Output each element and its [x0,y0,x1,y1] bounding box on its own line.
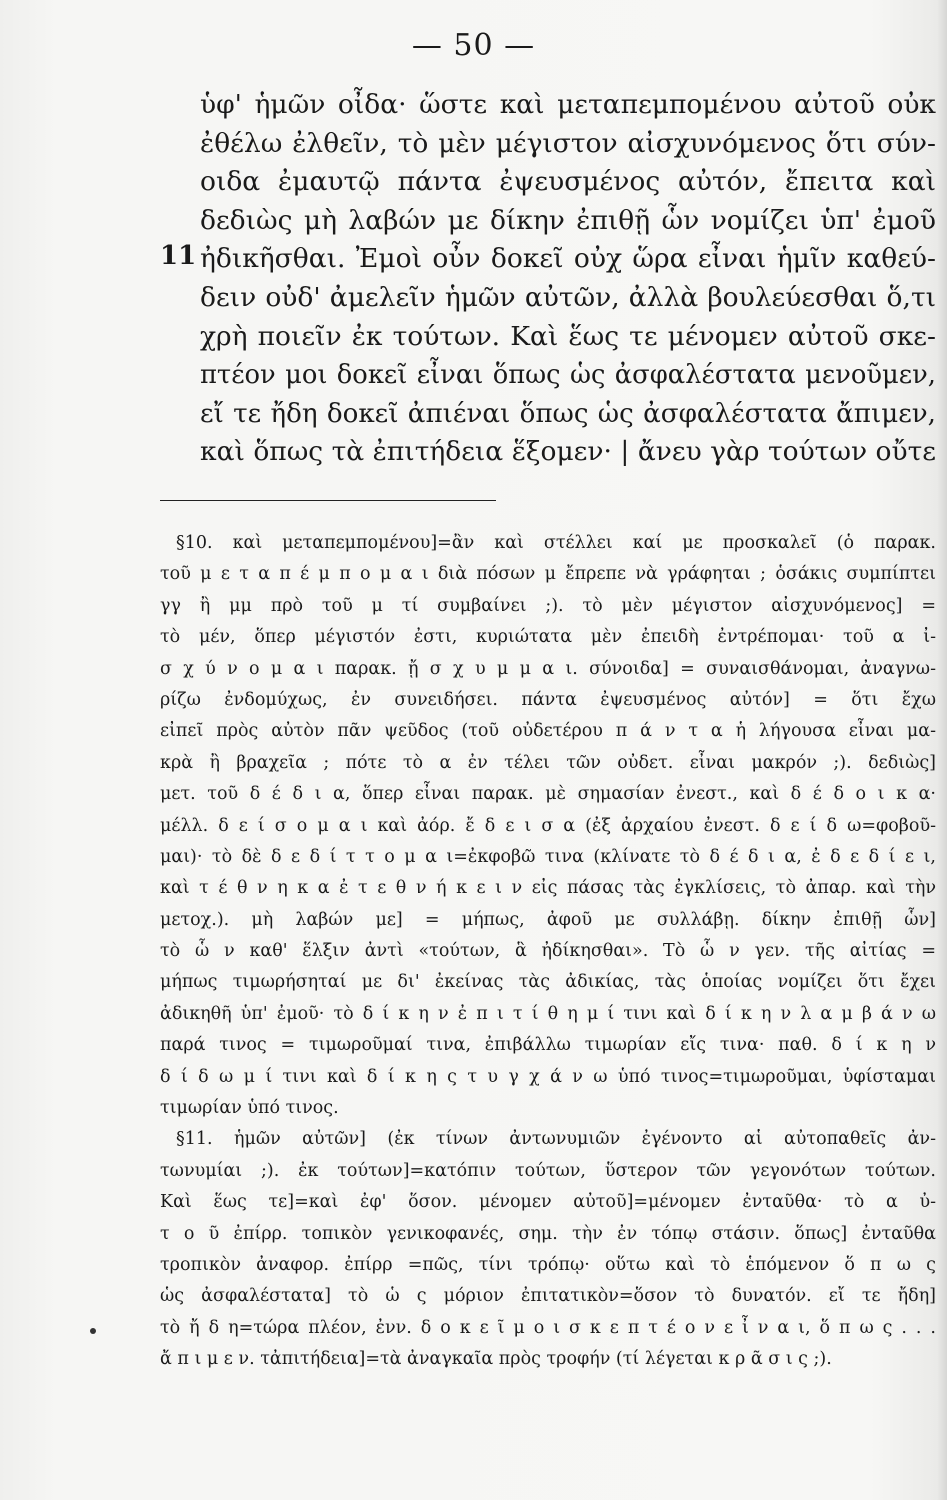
commentary-line: τὸ ὧ ν καθ' ἕλξιν ἀντὶ «τούτων, ἃ ἠδίκησθαι». Τὸ ὧ ν γεν. τῆς αἰτίας = [160,941,936,962]
commentary-line: σ χ ύ ν ο μ α ι παρακ. ᾔ σ χ υ μ μ α ι. σύνοιδα] = συναισθάνομαι, ἀναγνω- [160,658,936,679]
commentary-line: τιμωρίαν ὑπό τινος. [160,1098,339,1119]
commentary-line: κρὰ ἢ βραχεῖα ; πότε τὸ α ἐν τέλει τῶν οὐδετ. εἶναι μακρόν ;). δεδιὼς] [160,752,936,773]
commentary-line: τὸ ἤ δ η=τώρα πλέον, ἐνν. δ ο κ ε ῖ μ ο ι σ κ ε π τ έ ο ν ε ἶ ν α ι, ὅ π ω ς . . . [160,1317,936,1338]
commentary-line: τοῦ μ ε τ α π έ μ π ο μ α ι διὰ πόσων μ ἔπρεπε νὰ γράφηται ; ὁσάκις συμπίπτει [160,564,936,585]
commentary-line: μήπως τιμωρήσηταί με δι' ἐκείνας τὰς ἀδικίας, τὰς ὁποίας νομίζει ὅτι ἔχει [160,972,936,993]
commentary-notes [160,528,936,1376]
commentary-line: μετοχ.). μὴ λαβών με] = μήπως, ἀφοῦ με συλλάβῃ. δίκην ἐπιθῇ ὧν] [160,909,936,930]
main-text-line: ὑφ' ἡμῶν οἶδα· ὥστε καὶ μεταπεμπομένου αὐτοῦ οὐκ [200,89,936,120]
commentary-line: παρά τινος = τιμωροῦμαί τινα, ἐπιβάλλω τιμωρίαν εἴς τινα· παθ. δ ί κ η ν [160,1035,936,1056]
commentary-line: §11. ἡμῶν αὐτῶν] (ἐκ τίνων ἀντωνυμιῶν ἐγένοντο αἱ αὐτοπαθεῖς ἀν- [176,1129,936,1150]
main-text-line: ἠδικῆσθαι. Ἐμοὶ οὖν δοκεῖ οὐχ ὥρα εἶναι ἡμῖν καθεύ- [200,243,936,275]
main-text-line: δειν οὐδ' ἀμελεῖν ἡμῶν αὐτῶν, ἀλλὰ βουλεύεσθαι ὅ,τι [200,281,936,313]
commentary-line: ἄ π ι μ ε ν. τἀπιτήδεια]=τὰ ἀναγκαῖα πρὸς τροφήν (τί λέγεται κ ρ ᾶ σ ι ς ;). [160,1349,832,1370]
main-text [200,86,936,472]
page-edge-shadow [937,0,947,1500]
section-margin-number: 11 [160,241,197,271]
main-text-line: εἴ τε ἤδη δοκεῖ ἀπιέναι ὅπως ὡς ἀσφαλέστατα ἄπιμεν, [200,398,936,429]
commentary-line: §10. καὶ μεταπεμπομένου]=ἂν καὶ στέλλει καί με προσκαλεῖ (ὁ παρακ. [176,533,936,553]
commentary-line: τροπικὸν ἀναφορ. ἐπίρρ =πῶς, τίνι τρόπῳ· οὕτω καὶ τὸ ἑπόμενον ὅ π ω ς [160,1254,936,1275]
main-text-line: καὶ ὅπως τὰ ἐπιτήδεια ἕξομεν· | ἄνευ γὰρ τούτων οὔτε [200,436,936,468]
page-number: — 50 — [411,28,536,63]
commentary-line: ἀδικηθῆ ὑπ' ἐμοῦ· τὸ δ ί κ η ν ἐ π ι τ ί θ η μ ί τινι καὶ δ ί κ η ν λ α μ β ά ν ω [160,1003,936,1024]
main-text-line: δεδιὼς μὴ λαβών με δίκην ἐπιθῇ ὧν νομίζει ὑπ' ἐμοῦ [200,204,936,236]
commentary-line: μετ. τοῦ δ έ δ ι α, ὅπερ εἶναι παρακ. μὲ σημασίαν ἐνεστ., καὶ δ έ δ ο ι κ α· [160,784,936,805]
commentary-line: καὶ τ έ θ ν η κ α ἐ τ ε θ ν ή κ ε ι ν εἰς πάσας τὰς ἐγκλίσεις, τὸ ἀπαρ. καὶ τὴν [160,878,936,899]
commentary-line: μέλλ. δ ε ί σ ο μ α ι καὶ ἀόρ. ἔ δ ε ι σ α (ἐξ ἀρχαίου ἐνεστ. δ ε ί δ ω=φοβοῦ- [160,815,936,836]
commentary-line: ὡς ἀσφαλέστατα] τὸ ὡ ς μόριον ἐπιτατικὸν=ὅσον τὸ δυνατόν. εἴ τε ἤδη] [160,1286,936,1307]
commentary-line: τωνυμίαι ;). ἐκ τούτων]=κατόπιν τούτων, ὕστερον τῶν γεγονότων τούτων. [160,1160,936,1181]
commentary-line: γγ ἢ μμ πρὸ τοῦ μ τί συμβαίνει ;). τὸ μὲν μέγιστον αἰσχυνόμενος] = [160,595,936,616]
commentary-line: εἰπεῖ πρὸς αὐτὸν πᾶν ψεῦδος (τοῦ οὐδετέρου π ά ν τ α ἡ λήγουσα εἶναι μα- [160,721,936,742]
main-text-line: χρὴ ποιεῖν ἐκ τούτων. Καὶ ἕως τε μένομεν αὐτοῦ σκε- [200,320,936,352]
commentary-line: μαι)· τὸ δὲ δ ε δ ί τ τ ο μ α ι=ἐκφοβῶ τινα (κλίνατε τὸ δ έ δ ι α, ἐ δ ε δ ί ε ι, [160,846,936,867]
commentary-line: ρίζω ἐνδομύχως, ἐν συνειδήσει. πάντα ἐψευσμένος αὐτόν] = ὅτι ἔχω [160,689,936,710]
commentary-line: τὸ μέν, ὅπερ μέγιστόν ἐστι, κυριώτατα μὲν ἐπειδὴ ἐντρέπομαι· τοῦ α ἰ- [160,627,936,648]
commentary-line: δ ί δ ω μ ί τινι καὶ δ ί κ η ς τ υ γ χ ά ν ω ὑπό τινος=τιμωροῦμαι, ὑφίσταμαι [160,1066,936,1087]
footnote-divider [160,500,496,501]
margin-dot [90,1328,96,1334]
main-text-line: πτέον μοι δοκεῖ εἶναι ὅπως ὡς ἀσφαλέστατα μενοῦμεν, [200,360,936,391]
main-text-line: οιδα ἐμαυτῷ πάντα ἐψευσμένος αὐτόν, ἔπειτα καὶ [200,166,936,198]
commentary-line: Καὶ ἕως τε]=καὶ ἐφ' ὅσον. μένομεν αὐτοῦ]=μένομεν ἐνταῦθα· τὸ α ὐ- [160,1192,936,1213]
main-text-line: ἐθέλω ἐλθεῖν, τὸ μὲν μέγιστον αἰσχυνόμενος ὅτι σύν- [200,127,936,159]
commentary-line: τ ο ῦ ἐπίρρ. τοπικὸν γενικοφανές, σημ. τὴν ἐν τόπῳ στάσιν. ὅπως] ἐνταῦθα [160,1223,936,1244]
